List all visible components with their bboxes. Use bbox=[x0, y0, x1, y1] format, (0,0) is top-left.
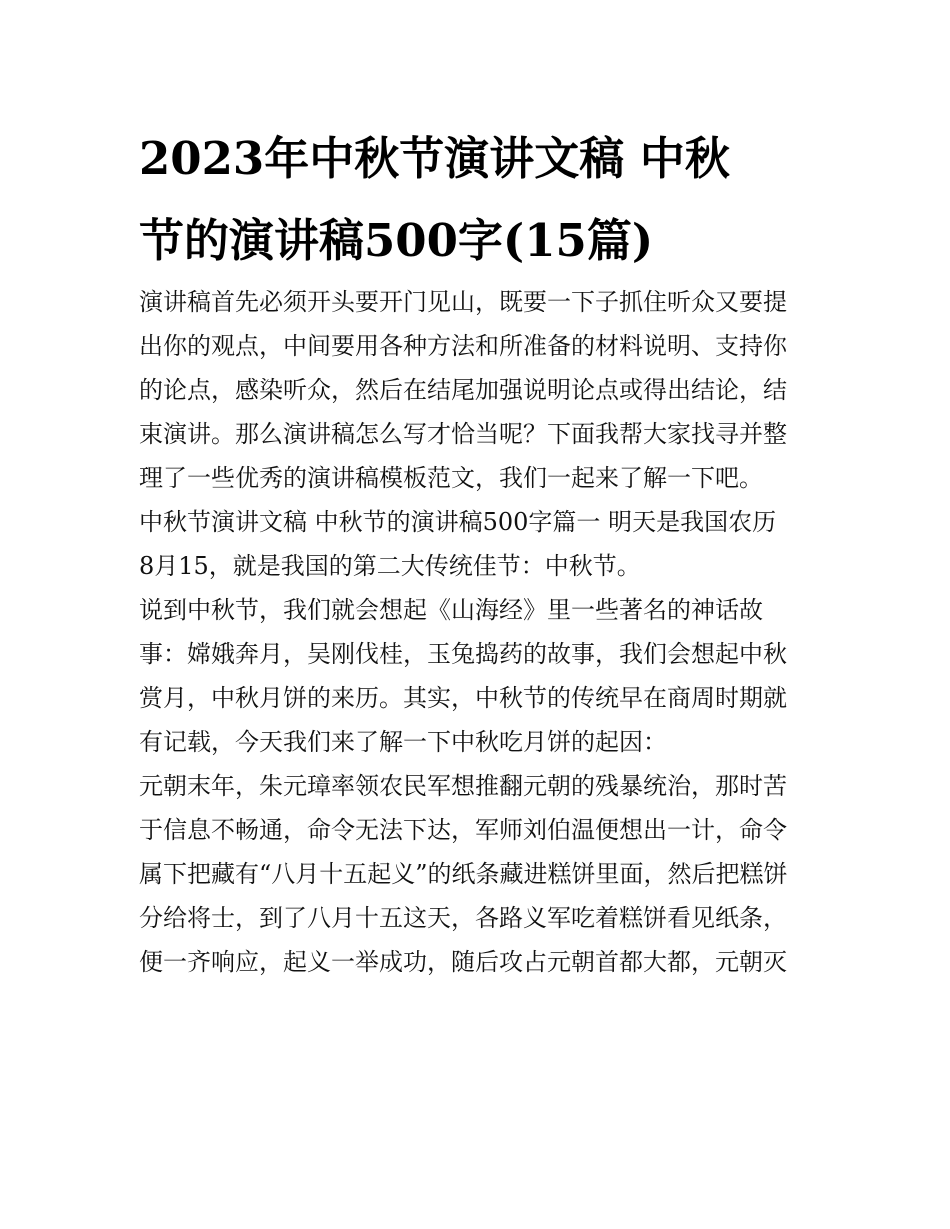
body-line: 元朝末年，朱元璋率领农民军想推翻元朝的残暴统治，那时苦 bbox=[139, 772, 787, 800]
body-line: 的论点，感染听众，然后在结尾加强说明论点或得出结论，结 bbox=[139, 376, 787, 404]
body-line: 束演讲。那么演讲稿怎么写才恰当呢？下面我帮大家找寻并整 bbox=[139, 420, 787, 448]
body-line: 出你的观点，中间要用各种方法和所准备的材料说明、支持你 bbox=[139, 332, 787, 360]
title-line: 节的演讲稿500字(15篇) bbox=[139, 214, 654, 267]
body-line: 属下把藏有“八月十五起义”的纸条藏进糕饼里面，然后把糕饼 bbox=[139, 860, 788, 888]
document-title bbox=[139, 118, 819, 282]
body-line: 理了一些优秀的演讲稿模板范文，我们一起来了解一下吧。 bbox=[139, 464, 763, 492]
body-line: 分给将士，到了八月十五这天，各路义军吃着糕饼看见纸条， bbox=[139, 904, 787, 932]
body-line: 说到中秋节，我们就会想起《山海经》里一些著名的神话故 bbox=[139, 596, 763, 624]
body-line: 演讲稿首先必须开头要开门见山，既要一下子抓住听众又要提 bbox=[139, 288, 787, 316]
body-line: 事：嫦娥奔月，吴刚伐桂，玉兔捣药的故事，我们会想起中秋 bbox=[139, 640, 787, 668]
body-line: 有记载，今天我们来了解一下中秋吃月饼的起因： bbox=[139, 728, 667, 756]
document-body bbox=[139, 280, 819, 984]
body-line: 赏月，中秋月饼的来历。其实，中秋节的传统早在商周时期就 bbox=[139, 684, 787, 712]
body-line: 中秋节演讲文稿 中秋节的演讲稿500字篇一 明天是我国农历 bbox=[139, 508, 777, 536]
body-line: 便一齐响应，起义一举成功，随后攻占元朝首都大都，元朝灭 bbox=[139, 948, 787, 976]
title-line: 2023年中秋节演讲文稿 中秋 bbox=[139, 132, 730, 185]
body-line: 于信息不畅通，命令无法下达，军师刘伯温便想出一计，命令 bbox=[139, 816, 787, 844]
body-line: 8月15，就是我国的第二大传统佳节：中秋节。 bbox=[139, 552, 641, 580]
